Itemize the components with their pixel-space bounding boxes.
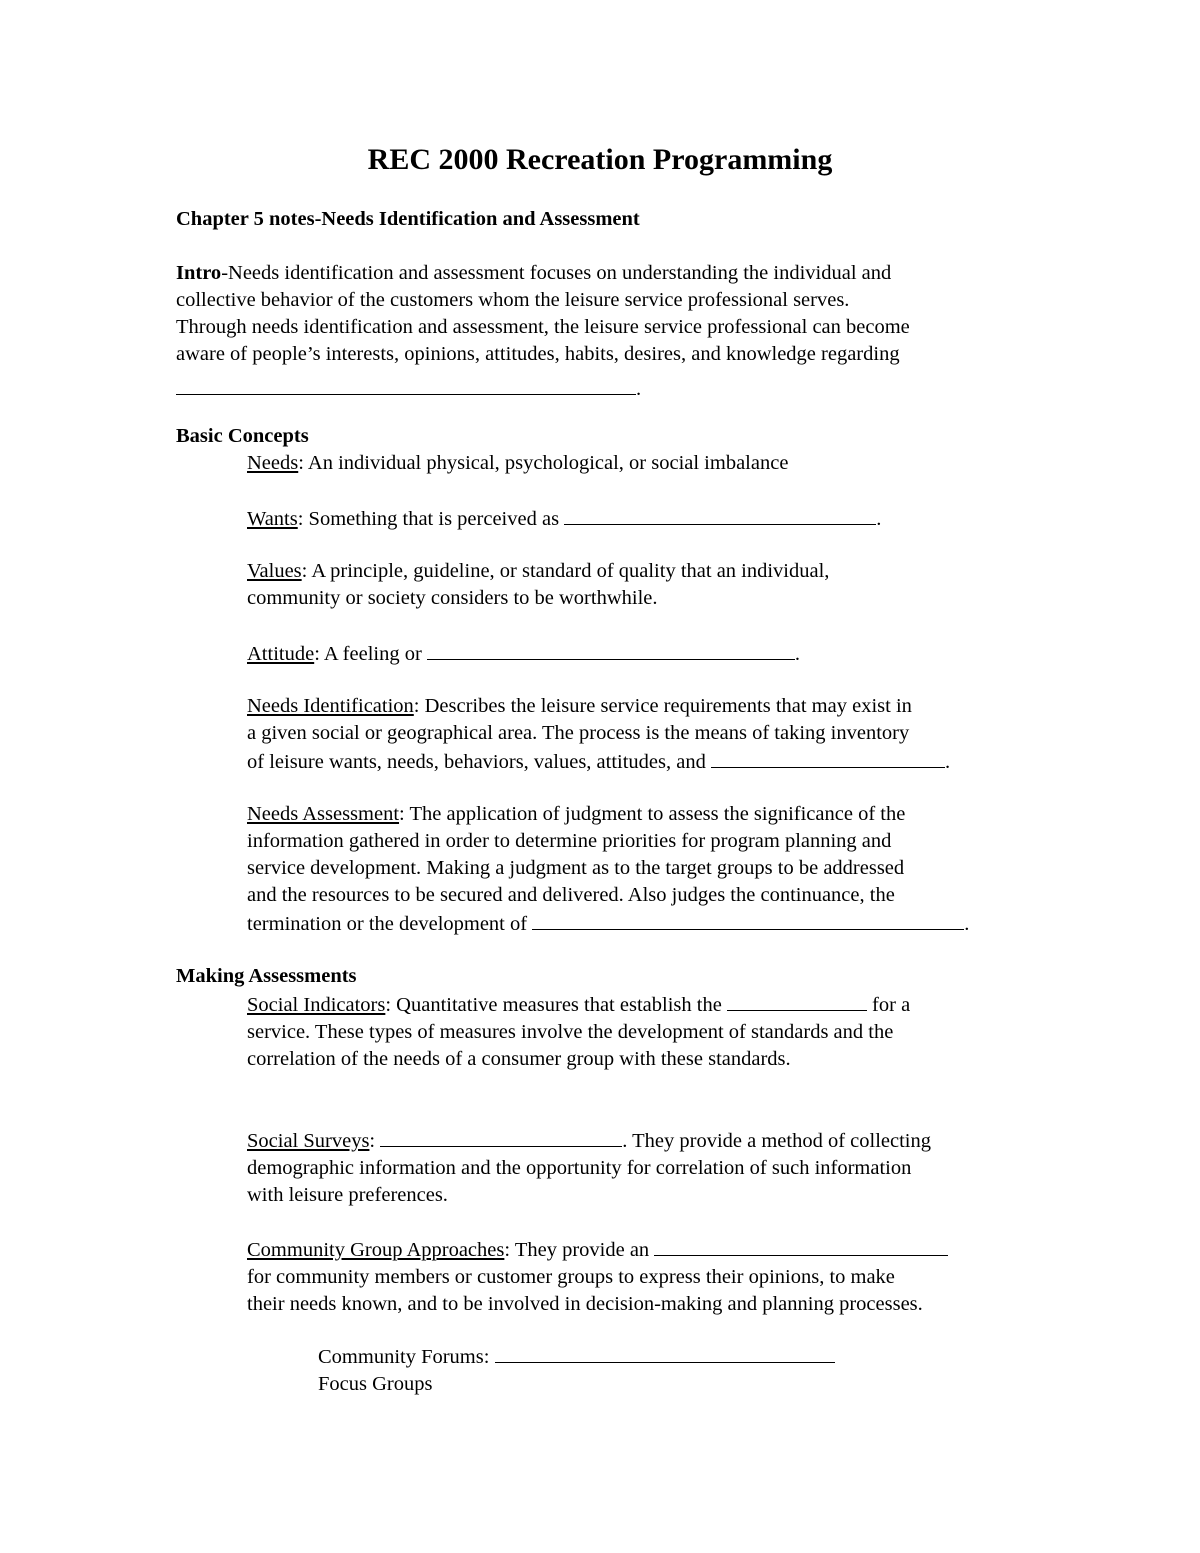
intro-line-4: aware of people’s interests, opinions, attitudes, habits, desires, and knowledge regarding	[176, 343, 900, 365]
community-group-definition	[247, 1235, 948, 1318]
needs-term: Needs	[247, 452, 299, 474]
values-term: Values	[247, 560, 302, 582]
social-surveys-line-1b: . They provide a method of collecting	[622, 1130, 931, 1152]
intro-paragraph	[176, 260, 910, 403]
needs-assessment-end: .	[964, 913, 970, 935]
social-indicators-line-1b: for a	[866, 994, 911, 1016]
intro-label: Intro	[176, 262, 222, 284]
needs-identification-line-2: a given social or geographical area. The process is the means of taking inventory	[247, 722, 910, 744]
intro-line-1: -Needs identification and assessment focuses on understanding the individual and	[221, 262, 892, 284]
community-methods-list	[318, 1342, 835, 1398]
needs-identification-end: .	[944, 751, 951, 773]
social-surveys-blank[interactable]	[380, 1126, 622, 1147]
intro-end: .	[636, 378, 642, 400]
needs-definition	[247, 450, 788, 477]
needs-identification-blank[interactable]	[711, 747, 945, 768]
basic-concepts-heading: Basic Concepts	[176, 425, 309, 447]
social-surveys-line-2: demographic information and the opportunity for correlation of such information	[247, 1157, 912, 1179]
needs-assessment-line-1: : The application of judgment to assess the significance of the	[399, 803, 906, 825]
attitude-definition	[247, 639, 800, 668]
social-indicators-blank[interactable]	[727, 990, 867, 1011]
values-definition	[247, 558, 829, 612]
needs-assessment-line-5: termination or the development of	[247, 913, 533, 935]
focus-groups-label: Focus Groups	[318, 1373, 433, 1395]
wants-blank[interactable]	[564, 504, 876, 525]
needs-identification-line-3: of leisure wants, needs, behaviors, values, attitudes, and	[247, 751, 711, 773]
wants-end: .	[876, 508, 882, 530]
social-surveys-term: Social Surveys	[247, 1130, 370, 1152]
community-group-line-3: their needs known, and to be involved in decision-making and planning processes.	[247, 1293, 923, 1315]
needs-assessment-term: Needs Assessment	[247, 803, 400, 825]
needs-assessment-line-3: service development. Making a judgment as to the target groups to be addressed	[247, 857, 905, 879]
attitude-term: Attitude	[247, 643, 315, 665]
community-forums-blank[interactable]	[495, 1342, 835, 1363]
document-title: REC 2000 Recreation Programming	[367, 143, 833, 176]
needs-identification-line-1: : Describes the leisure service requirements that may exist in	[413, 695, 912, 717]
needs-assessment-definition	[247, 801, 969, 938]
values-line-1: : A principle, guideline, or standard of quality that an individual,	[301, 560, 830, 582]
needs-assessment-line-2: information gathered in order to determine priorities for program planning and	[247, 830, 892, 852]
community-group-line-2: for community members or customer groups to express their opinions, to make	[247, 1266, 895, 1288]
intro-line-2: collective behavior of the customers whom the leisure service professional serves.	[176, 289, 850, 311]
intro-line-3: Through needs identification and assessment, the leisure service professional can become	[176, 316, 910, 338]
wants-definition	[247, 504, 881, 533]
attitude-text: : A feeling or	[314, 643, 427, 665]
community-group-line-1: : They provide an	[504, 1239, 655, 1261]
needs-text: : An individual physical, psychological, or social imbalance	[298, 452, 789, 474]
community-group-blank[interactable]	[654, 1235, 948, 1256]
social-indicators-line-1a: : Quantitative measures that establish the	[385, 994, 727, 1016]
attitude-end: .	[794, 643, 801, 665]
community-group-term: Community Group Approaches	[247, 1239, 505, 1261]
needs-identification-definition	[247, 693, 950, 776]
social-indicators-line-2: service. These types of measures involve the development of standards and the	[247, 1021, 894, 1043]
attitude-blank[interactable]	[427, 639, 795, 660]
needs-assessment-blank[interactable]	[532, 909, 964, 930]
social-indicators-line-3: correlation of the needs of a consumer group with these standards.	[247, 1048, 791, 1070]
needs-identification-term: Needs Identification	[247, 695, 414, 717]
values-line-2: community or society considers to be worthwhile.	[247, 587, 658, 609]
chapter-heading: Chapter 5 notes-Needs Identification and Assessment	[176, 208, 640, 230]
social-surveys-line-3: with leisure preferences.	[247, 1184, 448, 1206]
needs-assessment-line-4: and the resources to be secured and delivered. Also judges the continuance, the	[247, 884, 895, 906]
community-forums-label: Community Forums:	[318, 1346, 495, 1368]
social-surveys-line-1a: :	[369, 1130, 381, 1152]
social-indicators-term: Social Indicators	[247, 994, 386, 1016]
wants-term: Wants	[247, 508, 298, 530]
wants-text: : Something that is perceived as	[297, 508, 565, 530]
making-assessments-heading: Making Assessments	[176, 965, 357, 987]
social-indicators-definition	[247, 990, 910, 1073]
intro-blank[interactable]	[176, 374, 636, 395]
social-surveys-definition	[247, 1126, 931, 1209]
